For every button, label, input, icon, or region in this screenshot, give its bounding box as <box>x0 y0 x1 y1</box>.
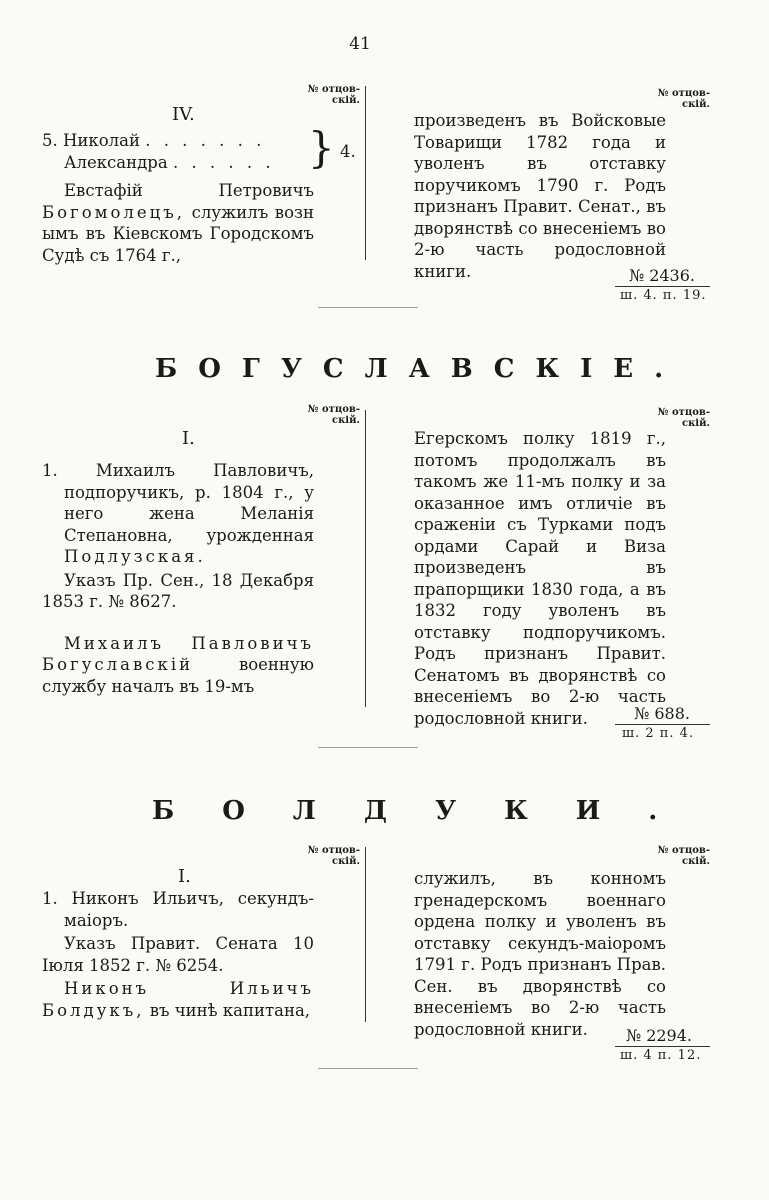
record-number: № 688. <box>634 704 690 723</box>
right-column-text: произведенъ въ Войсковые Товарищи 1782 года и уволенъ въ отставку поручикомъ 1790 г. Родъ признанъ Правит. Сенат., въ дворянствѣ со внесеніемъ во 2-ю часть родословной книги. <box>414 111 666 281</box>
child-name: Александра <box>64 152 168 172</box>
section-separator <box>318 307 418 308</box>
section-separator <box>318 1068 418 1069</box>
family-title: БОГУСЛАВСКІЕ. <box>155 354 685 384</box>
left-column-text: 1. Михаилъ Павловичъ, подпоручикъ, р. 1804 г., у него жена Меланія Степановна, урожденная Подлузская. Указъ Пр. Сен., 18 Декабря 1853 г. № 8627. Михаилъ Павловичъ Богуславскій военную службу началъ въ 19-мъ <box>42 461 314 696</box>
right-column-text: Егерскомъ полку 1819 г., потомъ продолжалъ въ такомъ же 11-мъ полку и за оказанное имъ отличіе въ сраженіи съ Турками подъ ордами Сарай и Виза произведенъ въ прапорщики 1830 года, а въ 1832 году уволенъ въ отставку подпоручикомъ. Родъ признанъ Правит. Сенатомъ въ дворянствѣ со внесеніемъ во 2-ю часть родословной книги. <box>414 429 666 728</box>
generation-numeral: I. <box>178 866 191 887</box>
children-list <box>42 130 322 173</box>
brace-number: 4. <box>340 142 356 161</box>
left-column-text: Евстафій Петровичъ Богомолецъ, служилъ возн ымъ въ Кіевскомъ Городскомъ Судѣ съ 1764 г., <box>42 181 314 265</box>
left-column-text: 1. Никонъ Ильичъ, секундъ-маіоръ. Указъ Правит. Сената 10 Іюля 1852 г. № 6254. Никонъ Ильичъ Болдукъ, въ чинѣ капитана, <box>42 889 314 1020</box>
record-number: № 2294. <box>625 1026 692 1045</box>
family-title: БОЛДУКИ. <box>152 796 706 826</box>
number-rule <box>615 286 710 287</box>
record-number: № 2436. <box>628 266 695 285</box>
child-entry: Александра . . . . . . <box>64 152 275 172</box>
otcovskiy-label-left: № отцов- скій. <box>307 84 360 106</box>
page-number: 41 <box>349 34 371 54</box>
number-rule <box>615 724 710 725</box>
child-name: Николай <box>63 131 140 150</box>
column-divider <box>365 86 366 260</box>
otcovskiy-label-left: № отцов- скій. <box>307 845 360 867</box>
column-divider <box>365 847 366 1022</box>
column-divider <box>365 410 366 707</box>
brace: } <box>308 123 335 172</box>
otcovskiy-label-right: № отцов- скій. <box>657 845 710 867</box>
otcovskiy-label-left: № отцов- скій. <box>307 404 360 426</box>
generation-numeral: IV. <box>172 104 195 125</box>
number-rule <box>615 1046 710 1047</box>
archive-reference: ш. 4. п. 19. <box>620 288 707 303</box>
archive-reference: ш. 2 п. 4. <box>622 726 695 741</box>
archive-reference: ш. 4 п. 12. <box>620 1048 702 1063</box>
otcovskiy-label-right: № отцов- скій. <box>657 88 710 110</box>
generation-numeral: I. <box>182 428 195 449</box>
otcovskiy-label-right: № отцов- скій. <box>657 407 710 429</box>
section-separator <box>318 747 418 748</box>
child-entry: 5. Николай . . . . . . . <box>42 131 266 150</box>
right-column-text: служилъ, въ конномъ гренадерскомъ военнаго ордена полку и уволенъ въ отставку секундъ-маіоромъ 1791 г. Родъ признанъ Прав. Сен. въ дворянствѣ со внесеніемъ во 2-ю часть родословной книги. <box>414 869 666 1039</box>
